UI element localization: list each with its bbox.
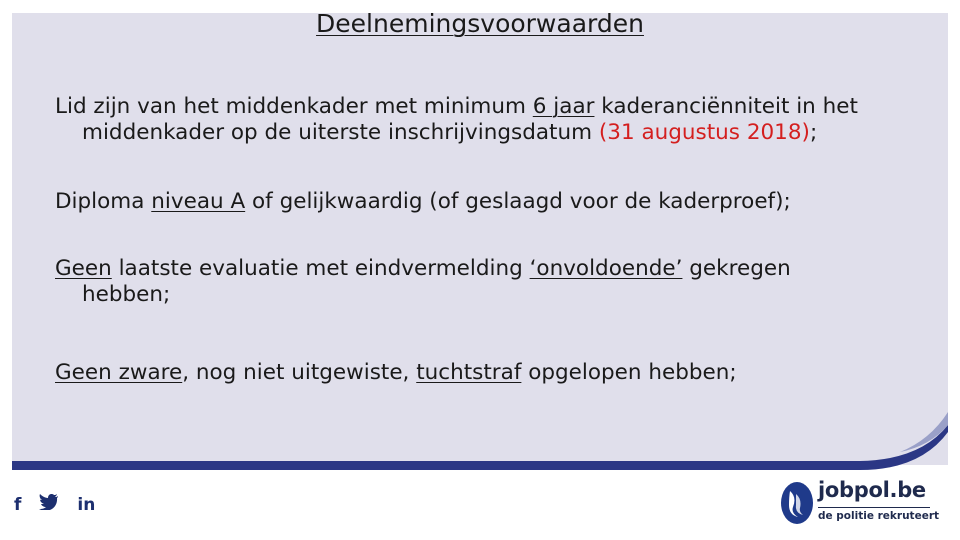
slide-title: Deelnemingsvoorwaarden — [316, 9, 644, 38]
jobpol-logo[interactable] — [780, 478, 940, 528]
bullet-4: Geen zware, nog niet uitgewiste, tuchtstraf opgelopen hebben; — [55, 360, 737, 385]
bullet-2: Diploma niveau A of gelijkwaardig (of geslaagd voor de kaderproef); — [55, 189, 791, 214]
social-links — [14, 494, 95, 515]
linkedin-icon[interactable]: in — [77, 494, 96, 515]
bullet-1: Lid zijn van het middenkader met minimum 6 jaar kaderanciënniteit in het middenkader op de uiterste inschrijvingsdatum (31 augustus 2018); — [55, 94, 858, 145]
deadline-date: (31 augustus 2018) — [598, 120, 810, 145]
bullet-3: Geen laatste evaluatie met eindvermelding ‘onvoldoende’ gekregen hebben; — [55, 256, 791, 307]
logo-name: jobpol.be — [818, 478, 926, 502]
facebook-icon[interactable]: f — [14, 494, 22, 515]
police-star-icon — [780, 481, 814, 525]
slide-panel — [12, 13, 948, 465]
logo-tagline: de politie rekruteert — [818, 510, 940, 522]
logo-divider — [818, 507, 930, 508]
twitter-icon[interactable] — [39, 494, 59, 515]
